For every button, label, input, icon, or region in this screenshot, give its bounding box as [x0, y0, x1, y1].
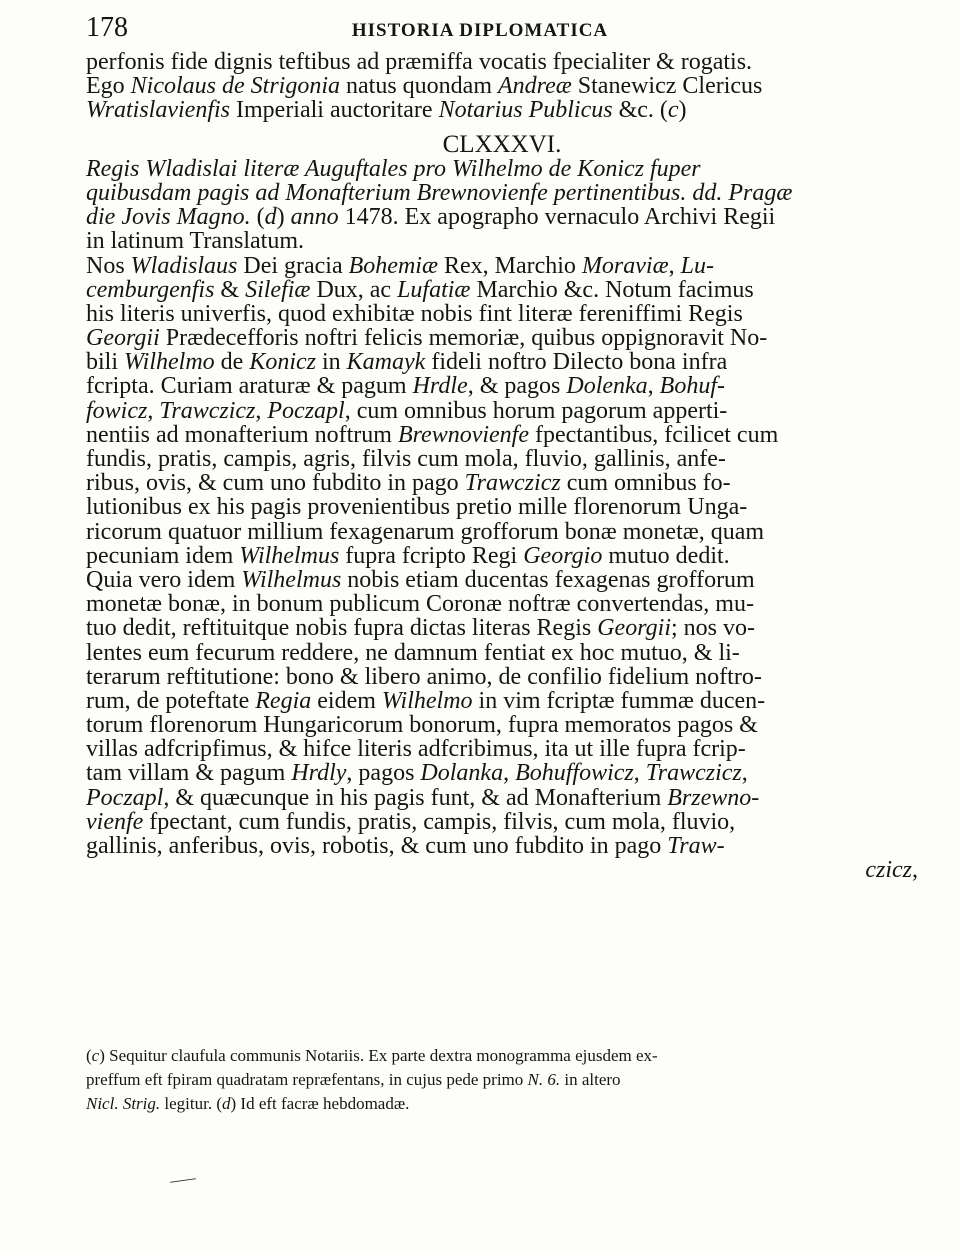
text-line: Regis Wladislai literæ Auguftales pro Wilhelmo de Konicz fuper [86, 156, 701, 181]
text-line: terarum reftitutione: bono & libero animo, de confilio fidelium noftro- [86, 664, 762, 689]
text-line: die Jovis Magno. (d) anno 1478. Ex apographo vernaculo Archivi Regii [86, 205, 776, 230]
text-line: rum, de poteftate Regia eidem Wilhelmo in vim fcriptæ fummæ ducen- [86, 688, 766, 714]
section-number: CLXXXVI. [442, 132, 562, 157]
text-line: lutionibus ex his pagis provenientibus pretio mille florenorum Unga- [86, 495, 748, 520]
text-line: perfonis fide dignis teftibus ad præmiffa vocatis fpecialiter & rogatis. [86, 50, 753, 75]
text-line: tam villam & pagum Hrdly, pagos Dolanka, Bohuffowicz, Trawczicz, [86, 761, 748, 786]
text-line: nentiis ad monafterium noftrum Brewnovienfe fpectantibus, fcilicet cum [86, 422, 779, 447]
text-line: cemburgenfis & Silefiæ Dux, ac Lufatiæ Marchio &c. Notum facimus [86, 277, 754, 302]
footnote-line: Nicl. Strig. legitur. (d) Id eft facræ hebdomadæ. [86, 1094, 410, 1113]
text-line: fowicz, Trawczicz, Poczapl, cum omnibus horum pagorum apperti- [86, 398, 728, 423]
text-line: czicz, [865, 858, 918, 883]
text-line: his literis univerfis, quod exhibitæ nobis fint literæ fereniffimi Regis [86, 301, 743, 327]
text-line: Poczapl, & quæcunque in his pagis funt, & ad Monafterium Brzewno- [86, 785, 760, 810]
text-line [86, 123, 918, 133]
text-line: tuo dedit, reftituitque nobis fupra dictas literas Regis Georgii; nos vo- [86, 616, 755, 641]
running-title: HISTORIA DIPLOMATICA [351, 20, 609, 41]
text-line: Georgii Prædecefforis noftri felicis memoriæ, quibus oppignoravit No- [86, 326, 768, 351]
text-line: vienfe fpectant, cum fundis, pratis, campis, filvis, cum mola, fluvio, [86, 809, 736, 834]
text-line: Quia vero idem Wilhelmus nobis etiam ducentas fexagenas grofforum [86, 567, 755, 593]
text-line: fcripta. Curiam araturæ & pagum Hrdle, & pagos Dolenka, Bohuf- [86, 374, 725, 399]
text-line: ricorum quatuor millium fexagenarum grofforum bonæ monetæ, quam [86, 519, 765, 544]
text-line: pecuniam idem Wilhelmus fupra fcripto Regi Georgio mutuo dedit. [86, 543, 730, 568]
text-line: in latinum Translatum. [86, 229, 305, 254]
text-line: quibusdam pagis ad Monafterium Brewnovienfe pertinentibus. dd. Pragæ [86, 180, 793, 206]
footnote-line: (c) Sequitur claufula communis Notariis. Ex parte dextra monogramma ejusdem ex- [86, 1046, 658, 1065]
text-line: fundis, pratis, campis, agris, filvis cum mola, fluvio, gallinis, anfe- [86, 447, 726, 472]
text-line: monetæ bonæ, in bonum publicum Coronæ noftræ convertendas, mu- [86, 592, 754, 617]
footnote-line: preffum eft fpiram quadratam repræfentans, in cujus pede primo N. 6. in altero [86, 1070, 621, 1089]
text-line: lentes eum fecurum reddere, ne damnum fentiat ex hoc mutuo, & li- [86, 640, 740, 665]
text-line: villas adfcripfimus, & hifce literis adfcribimus, ita ut ille fupra fcrip- [86, 737, 746, 762]
footnotes [86, 1044, 918, 1116]
page-header [0, 12, 960, 48]
body-text [86, 50, 918, 882]
text-line: bili Wilhelmo de Konicz in Kamayk fideli noftro Dilecto bona infra [86, 350, 728, 375]
text-line: gallinis, anferibus, ovis, robotis, & cum uno fubdito in pago Traw- [86, 834, 725, 859]
text-line: Ego Nicolaus de Strigonia natus quondam Andreæ Stanewicz Clericus [86, 74, 763, 99]
text-line: Nos Wladislaus Dei gracia Bohemiæ Rex, Marchio Moraviæ, Lu- [86, 253, 714, 278]
text-line: ribus, ovis, & cum uno fubdito in pago Trawczicz cum omnibus fo- [86, 471, 731, 496]
text-line: Wratislavienfis Imperiali auctoritare Notarius Publicus &c. (c) [86, 98, 687, 123]
pencil-mark [170, 1178, 196, 1183]
text-line: torum florenorum Hungaricorum bonorum, fupra memoratos pagos & [86, 713, 758, 738]
page-number: 178 [86, 12, 128, 43]
